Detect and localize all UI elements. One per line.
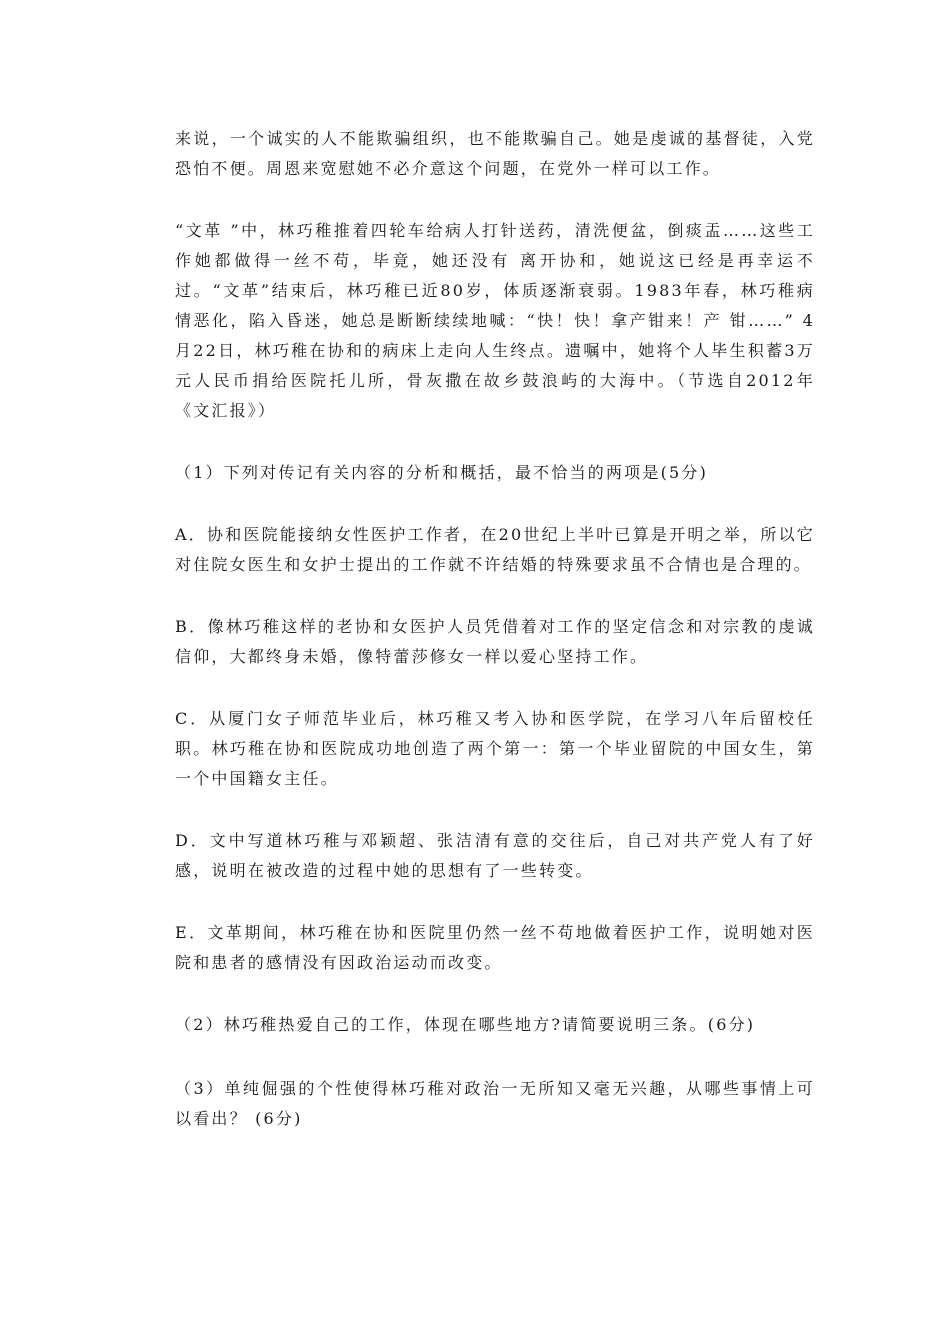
option-e: E．文革期间，林巧稚在协和医院里仍然一丝不苟地做着医护工作，说明她对医院和患者的感情没有因政治运动而改变。 [175, 923, 815, 972]
question-2: （2）林巧稚热爱自己的工作，体现在哪些地方?请简要说明三条。(6分) [175, 1015, 756, 1034]
question-3: （3）单纯倔强的个性使得林巧稚对政治一无所知又毫无兴趣，从哪些事情上可以看出？ (6分) [175, 1079, 815, 1128]
document-page [175, 124, 815, 1166]
option-d: D．文中写道林巧稚与邓颖超、张洁清有意的交往后，自己对共产党人有了好感，说明在被改造的过程中她的思想有了一些转变。 [175, 831, 815, 880]
body-paragraph-2: “文革 ”中，林巧稚推着四轮车给病人打针送药，清洗便盆，倒痰盂……这些工作她都做得一丝不苟，毕竟，她还没有 离开协和，她说这已经是再幸运不过。“文革”结束后，林巧稚已近80岁，体质逐渐衰弱。1983年春，林巧稚病情恶化，陷入昏迷，她总是断断续续地喊：“快！快！拿产钳来！产 钳……” 4月22日，林巧稚在协和的病床上走向人生终点。遗嘱中，她将个人毕生积蓄3万元人民币捐给医院托儿所，骨灰撒在故乡鼓浪屿的大海中。（节选自2012年《文汇报》） [175, 221, 815, 420]
option-c: C．从厦门女子师范毕业后，林巧稚又考入协和医学院，在学习八年后留校任职。林巧稚在协和医院成功地创造了两个第一：第一个毕业留院的中国女生，第一个中国籍女主任。 [175, 709, 815, 788]
body-paragraph-1: 来说，一个诚实的人不能欺骗组织，也不能欺骗自己。她是虔诚的基督徒，入党恐怕不便。周恩来宽慰她不必介意这个问题，在党外一样可以工作。 [175, 129, 815, 178]
option-b: B．像林巧稚这样的老协和女医护人员凭借着对工作的坚定信念和对宗教的虔诚信仰，大都终身未婚，像特蕾莎修女一样以爱心坚持工作。 [175, 617, 815, 666]
option-a: A．协和医院能接纳女性医护工作者，在20世纪上半叶已算是开明之举，所以它对住院女医生和女护士提出的工作就不许结婚的特殊要求虽不合情也是合理的。 [175, 525, 815, 574]
question-1-stem: （1）下列对传记有关内容的分析和概括，最不恰当的两项是(5分) [175, 463, 709, 482]
